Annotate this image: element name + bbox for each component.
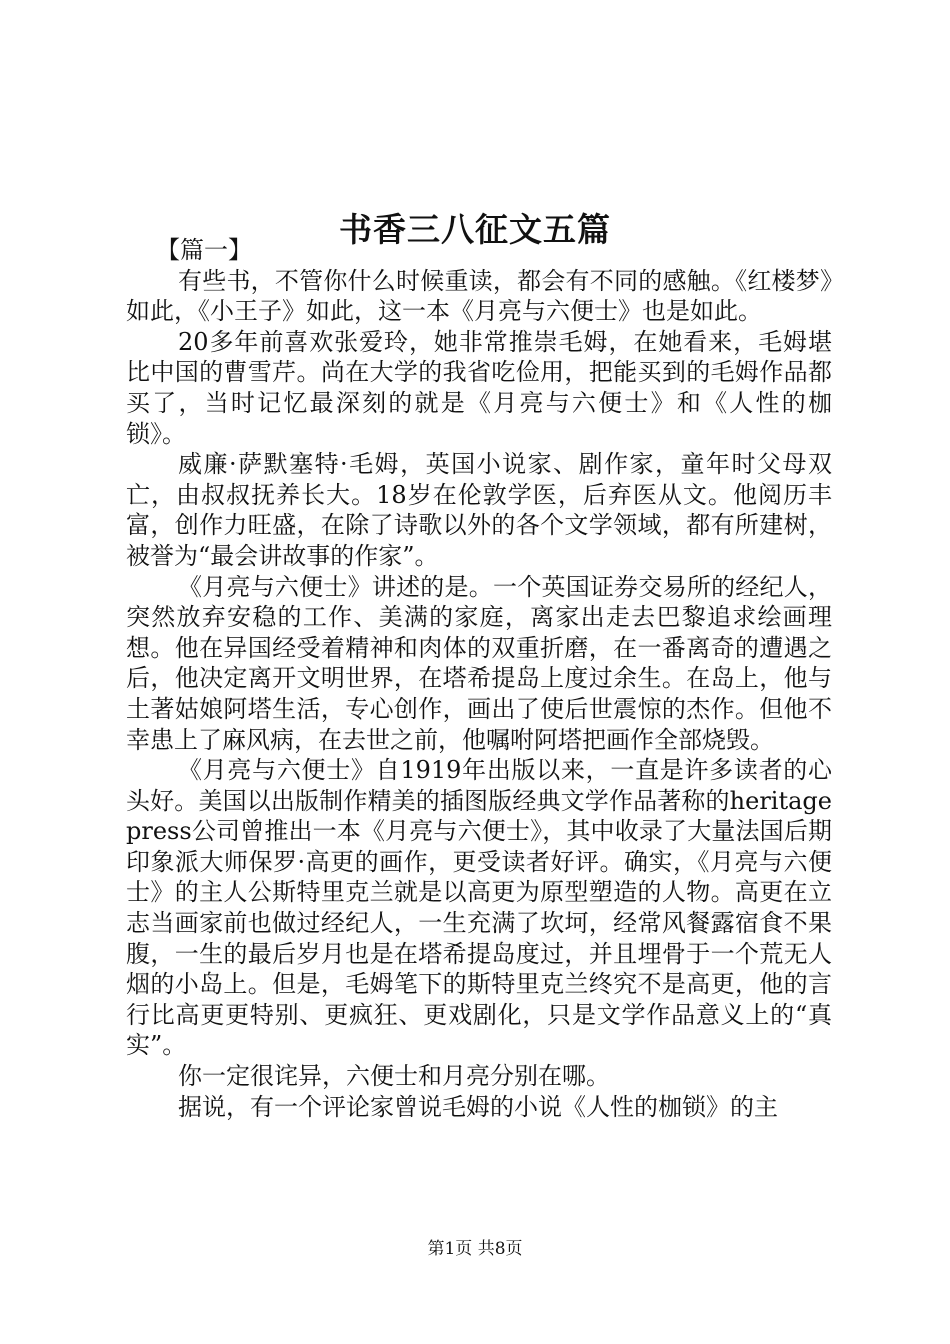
paragraph: 据说，有一个评论家曾说毛姆的小说《人性的枷锁》的主 [178, 1092, 778, 1121]
document-body [126, 235, 832, 1122]
page-number-footer: 第1页 共8页 [427, 1239, 523, 1259]
paragraph: 《月亮与六便士》讲述的是。一个英国证券交易所的经纪人，突然放弃安稳的工作、美满的家庭，离家出走去巴黎追求绘画理想。他在异国经受着精神和肉体的双重折磨，在一番离奇的遭遇之后，他决定离开文明世界，在塔希提岛上度过余生。在岛上，他与土著姑娘阿塔生活，专心创作，画出了使后世震惊的杰作。但他不幸患上了麻风病，在去世之前，他嘱咐阿塔把画作全部烧毁。 [126, 572, 832, 754]
paragraph: 威廉·萨默塞特·毛姆，英国小说家、剧作家，童年时父母双亡，由叔叔抚养长大。18岁在伦敦学医，后弃医从文。他阅历丰富，创作力旺盛，在除了诗歌以外的各个文学领域，都有所建树，被誉为“最会讲故事的作家”。 [126, 450, 832, 570]
paragraph: 有些书，不管你什么时候重读，都会有不同的感触。《红楼梦》如此，《小王子》如此，这一本《月亮与六便士》也是如此。 [126, 266, 832, 326]
section-heading: 【篇一】 [156, 236, 252, 264]
paragraph: 《月亮与六便士》自1919年出版以来，一直是许多读者的心头好。美国以出版制作精美的插图版经典文学作品著称的heritagepress公司曾推出一本《月亮与六便士》，其中收录了大量法国后期印象派大师保罗·高更的画作，更受读者好评。确实，《月亮与六便士》的主人公斯特里克兰就是以高更为原型塑造的人物。高更在立志当画家前也做过经纪人，一生充满了坎坷，经常风餐露宿食不果腹，一生的最后岁月也是在塔希提岛度过，并且埋骨于一个荒无人烟的小岛上。但是，毛姆笔下的斯特里克兰终究不是高更，他的言行比高更更特别、更疯狂、更戏剧化，只是文学作品意义上的“真实”。 [126, 756, 832, 1060]
paragraph: 20多年前喜欢张爱玲，她非常推崇毛姆，在她看来，毛姆堪比中国的曹雪芹。尚在大学的我省吃俭用，把能买到的毛姆作品都买了，当时记忆最深刻的就是《月亮与六便士》和《人性的枷锁》。 [126, 327, 832, 448]
document-title: 书香三八征文五篇 [339, 210, 611, 250]
paragraph: 你一定很诧异，六便士和月亮分别在哪。 [178, 1062, 610, 1091]
